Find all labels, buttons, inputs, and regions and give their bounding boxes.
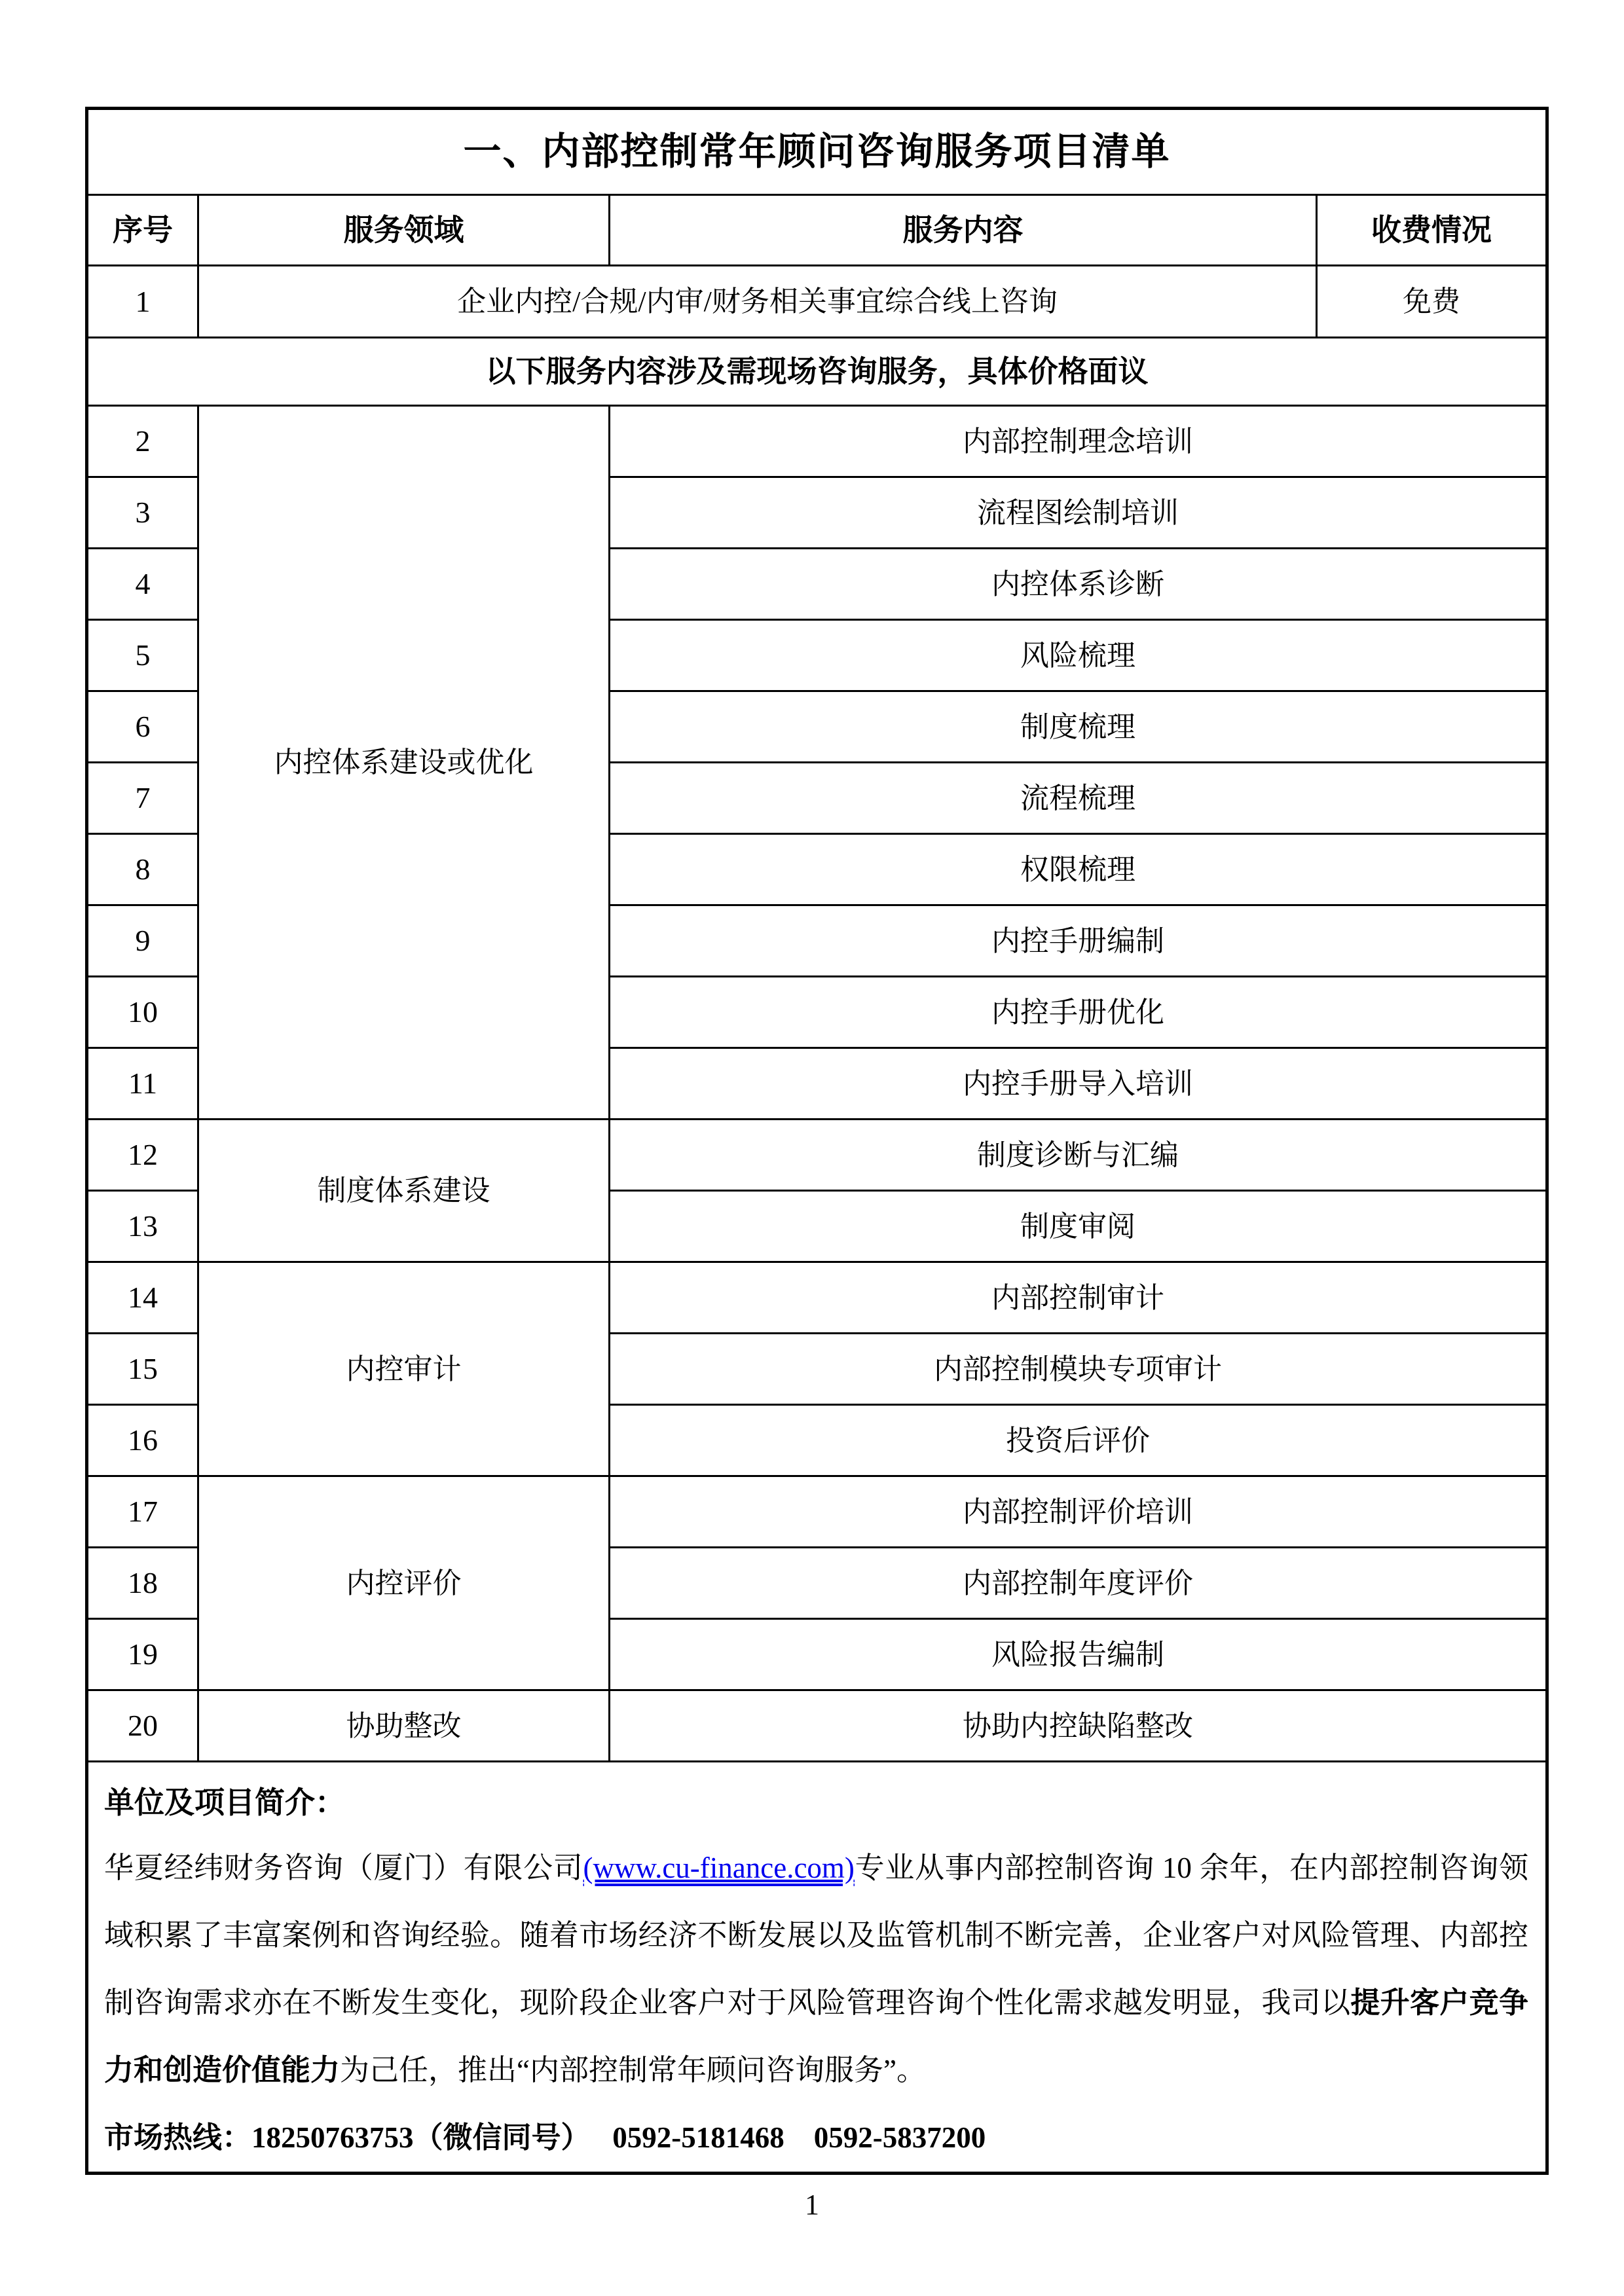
area-cell: 内控审计 [198,1262,610,1476]
content-cell: 流程图绘制培训 [610,477,1547,549]
row-no: 18 [87,1548,198,1619]
table-row [87,1262,1547,1334]
service-list-table [85,107,1549,2175]
content-cell: 内部控制评价培训 [610,1476,1547,1548]
column-header-area: 服务领域 [198,195,610,266]
row-no: 10 [87,977,198,1048]
intro-row [87,1762,1547,2174]
row-no: 15 [87,1334,198,1405]
intro-text: 华夏经纬财务咨询（厦门）有限公司 [104,1851,583,1884]
content-cell: 风险报告编制 [610,1619,1547,1690]
banner-text: 以下服务内容涉及需现场咨询服务，具体价格面议 [87,338,1547,406]
row-no: 3 [87,477,198,549]
content-cell: 内控体系诊断 [610,549,1547,620]
row-no: 11 [87,1048,198,1120]
area-cell: 协助整改 [198,1690,610,1762]
content-cell: 制度诊断与汇编 [610,1120,1547,1191]
row-no: 17 [87,1476,198,1548]
row-no: 1 [87,266,198,338]
content-cell: 企业内控/合规/内审/财务相关事宜综合线上咨询 [198,266,1317,338]
table-row [87,1476,1547,1548]
area-cell: 制度体系建设 [198,1120,610,1262]
intro-text: 为己任，推出“内部控制常年顾问咨询服务”。 [340,2054,926,2086]
page-number: 1 [805,2189,819,2221]
content-cell: 内部控制理念培训 [610,406,1547,477]
content-cell: 内控手册导入培训 [610,1048,1547,1120]
content-cell: 内部控制年度评价 [610,1548,1547,1619]
content-cell: 风险梳理 [610,620,1547,691]
row-no: 7 [87,763,198,834]
intro-heading: 单位及项目简介： [104,1786,345,1819]
table-row [87,266,1547,338]
area-cell: 内控评价 [198,1476,610,1690]
content-cell: 内部控制审计 [610,1262,1547,1334]
website-link[interactable]: (www.cu-finance.com) [583,1851,855,1884]
hotline-line [104,2104,1528,2172]
row-no: 9 [87,905,198,977]
table-row [87,1120,1547,1191]
row-no: 16 [87,1405,198,1476]
intro-section [87,1762,1547,2174]
hotline-label: 市场热线： [104,2121,252,2154]
content-cell: 内部控制模块专项审计 [610,1334,1547,1405]
hotline-numbers: 18250763753（微信同号） 0592-5181468 0592-5837200 [251,2121,986,2154]
intro-paragraph [104,1834,1528,2104]
row-no: 20 [87,1690,198,1762]
row-no: 13 [87,1191,198,1262]
content-cell: 协助内控缺陷整改 [610,1690,1547,1762]
content-cell: 制度审阅 [610,1191,1547,1262]
header-row [87,195,1547,266]
row-no: 14 [87,1262,198,1334]
row-no: 5 [87,620,198,691]
row-no: 4 [87,549,198,620]
fee-cell: 免费 [1317,266,1547,338]
content-cell: 权限梳理 [610,834,1547,905]
column-header-fee: 收费情况 [1317,195,1547,266]
row-no: 8 [87,834,198,905]
title-row [87,109,1547,195]
row-no: 19 [87,1619,198,1690]
document-title: 一、内部控制常年顾问咨询服务项目清单 [87,109,1547,195]
content-cell: 投资后评价 [610,1405,1547,1476]
column-header-content: 服务内容 [610,195,1317,266]
content-cell: 制度梳理 [610,691,1547,763]
table-row [87,1690,1547,1762]
row-no: 12 [87,1120,198,1191]
row-no: 6 [87,691,198,763]
area-cell: 内控体系建设或优化 [198,406,610,1120]
content-cell: 内控手册编制 [610,905,1547,977]
banner-row [87,338,1547,406]
table-row [87,406,1547,477]
row-no: 2 [87,406,198,477]
column-header-no: 序号 [87,195,198,266]
content-cell: 内控手册优化 [610,977,1547,1048]
intro-text-bold: 提升客户竞争力和创造价值能力 [104,1986,1529,2086]
intro-text: 专业从事内部控制咨询 10 余年，在内部控制咨询领域积累了丰富案例和咨询经验。随着市场经济不断发展以及监管机制不断完善，企业客户对风险管理、内部控制咨询需求亦在不断发生变化，现阶段企业客户对于风险管理咨询个性化需求越发明显，我司以 [104,1851,1529,2019]
content-cell: 流程梳理 [610,763,1547,834]
